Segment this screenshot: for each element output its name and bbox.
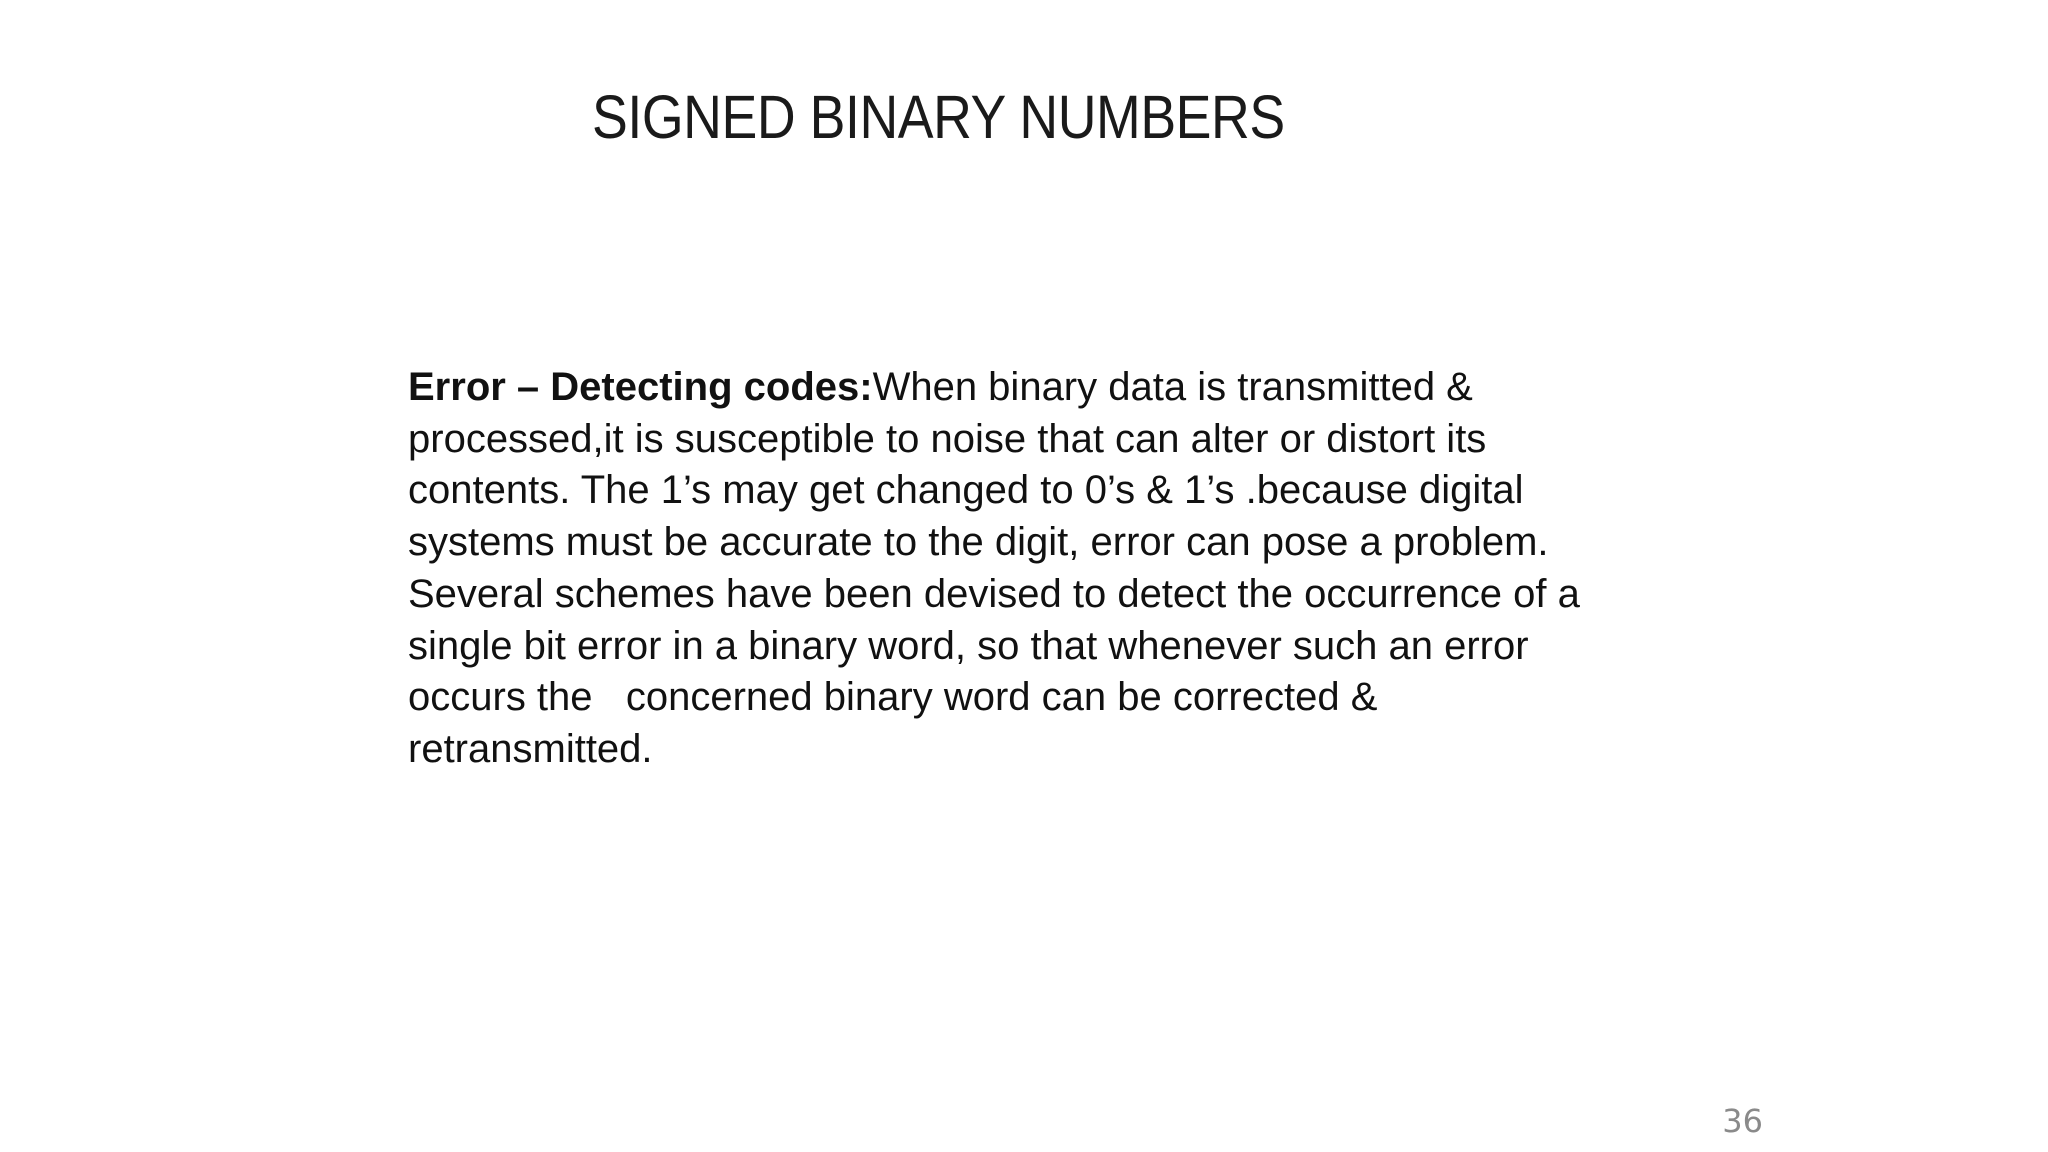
body-line: occurs the concerned binary word can be corrected &	[408, 675, 1378, 720]
slide-title: SIGNED BINARY NUMBERS	[592, 83, 1285, 151]
body-line: processed,it is susceptible to noise that can alter or distort its	[408, 416, 1487, 461]
body-line	[408, 362, 1708, 414]
body-line: retransmitted.	[408, 726, 653, 771]
body-line: systems must be accurate to the digit, error can pose a problem.	[408, 520, 1549, 565]
body-line-text: When binary data is transmitted &	[872, 365, 1473, 409]
body-line: single bit error in a binary word, so that whenever such an error	[408, 623, 1529, 668]
body-line: Several schemes have been devised to detect the occurrence of a	[408, 571, 1580, 616]
body-paragraph	[408, 362, 1708, 776]
page-number: 36	[1722, 1102, 1763, 1140]
body-heading: Error – Detecting codes:	[408, 365, 873, 409]
body-line: contents. The 1’s may get changed to 0’s & 1’s .because digital	[408, 468, 1524, 513]
